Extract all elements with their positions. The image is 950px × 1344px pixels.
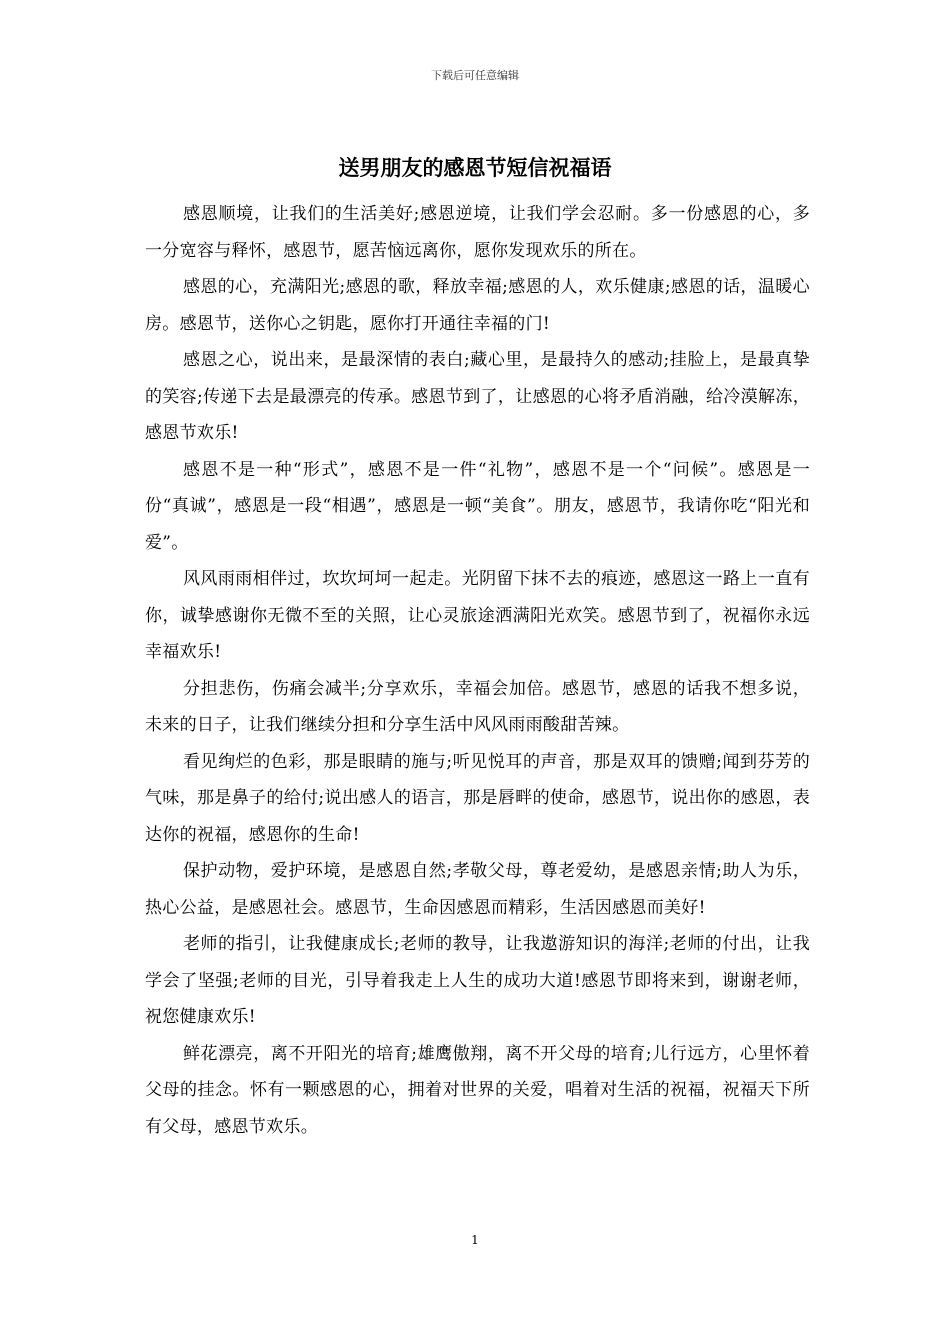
header-note: 下载后可任意编辑	[431, 69, 519, 82]
paragraph: 老师的指引，让我健康成长;老师的教导，让我遨游知识的海洋;老师的付出，让我学会了坚强;老师的目光，引导着我走上人生的成功大道!感恩节即将来到，谢谢老师，祝您健康欢乐!	[145, 934, 810, 1027]
paragraph: 分担悲伤，伤痛会减半;分享欢乐，幸福会加倍。感恩节，感恩的话我不想多说，未来的日子，让我们继续分担和分享生活中风风雨雨酸甜苦辣。	[145, 678, 810, 735]
page-number: 1	[471, 1233, 479, 1247]
paragraph: 感恩的心，充满阳光;感恩的歌，释放幸福;感恩的人，欢乐健康;感恩的话，温暖心房。感恩节，送你心之钥匙，愿你打开通往幸福的门!	[145, 277, 810, 334]
paragraph: 保护动物，爱护环境，是感恩自然;孝敬父母，尊老爱幼，是感恩亲情;助人为乐，热心公益，是感恩社会。感恩节，生命因感恩而精彩，生活因感恩而美好!	[145, 861, 810, 918]
paragraph: 感恩顺境，让我们的生活美好;感恩逆境，让我们学会忍耐。多一份感恩的心，多一分宽容与释怀，感恩节，愿苦恼远离你，愿你发现欢乐的所在。	[145, 204, 810, 261]
paragraph: 看见绚烂的色彩，那是眼睛的施与;听见悦耳的声音，那是双耳的馈赠;闻到芬芳的气味，那是鼻子的给付;说出感人的语言，那是唇畔的使命，感恩节，说出你的感恩，表达你的祝福，感恩你的生命!	[145, 751, 810, 845]
paragraph: 感恩不是一种“形式”，感恩不是一件“礼物”，感恩不是一个“问候”。感恩是一份“真诚”，感恩是一段“相遇”，感恩是一顿“美食”。朋友，感恩节，我请你吃“阳光和爱”。	[145, 459, 810, 553]
paragraph: 感恩之心，说出来，是最深情的表白;藏心里，是最持久的感动;挂脸上，是最真挚的笑容;传递下去是最漂亮的传承。感恩节到了，让感恩的心将矛盾消融，给冷漠解冻，感恩节欢乐!	[145, 350, 810, 443]
document-body	[145, 196, 810, 1145]
paragraph: 鲜花漂亮，离不开阳光的培育;雄鹰傲翔，离不开父母的培育;儿行远方，心里怀着父母的挂念。怀有一颗感恩的心，拥着对世界的关爱，唱着对生活的祝福，祝福天下所有父母，感恩节欢乐。	[145, 1043, 810, 1137]
document-title: 送男朋友的感恩节短信祝福语	[338, 156, 612, 180]
paragraph: 风风雨雨相伴过，坎坎坷坷一起走。光阴留下抹不去的痕迹，感恩这一路上一直有你，诚挚感谢你无微不至的关照，让心灵旅途洒满阳光欢笑。感恩节到了，祝福你永远幸福欢乐!	[145, 569, 810, 662]
